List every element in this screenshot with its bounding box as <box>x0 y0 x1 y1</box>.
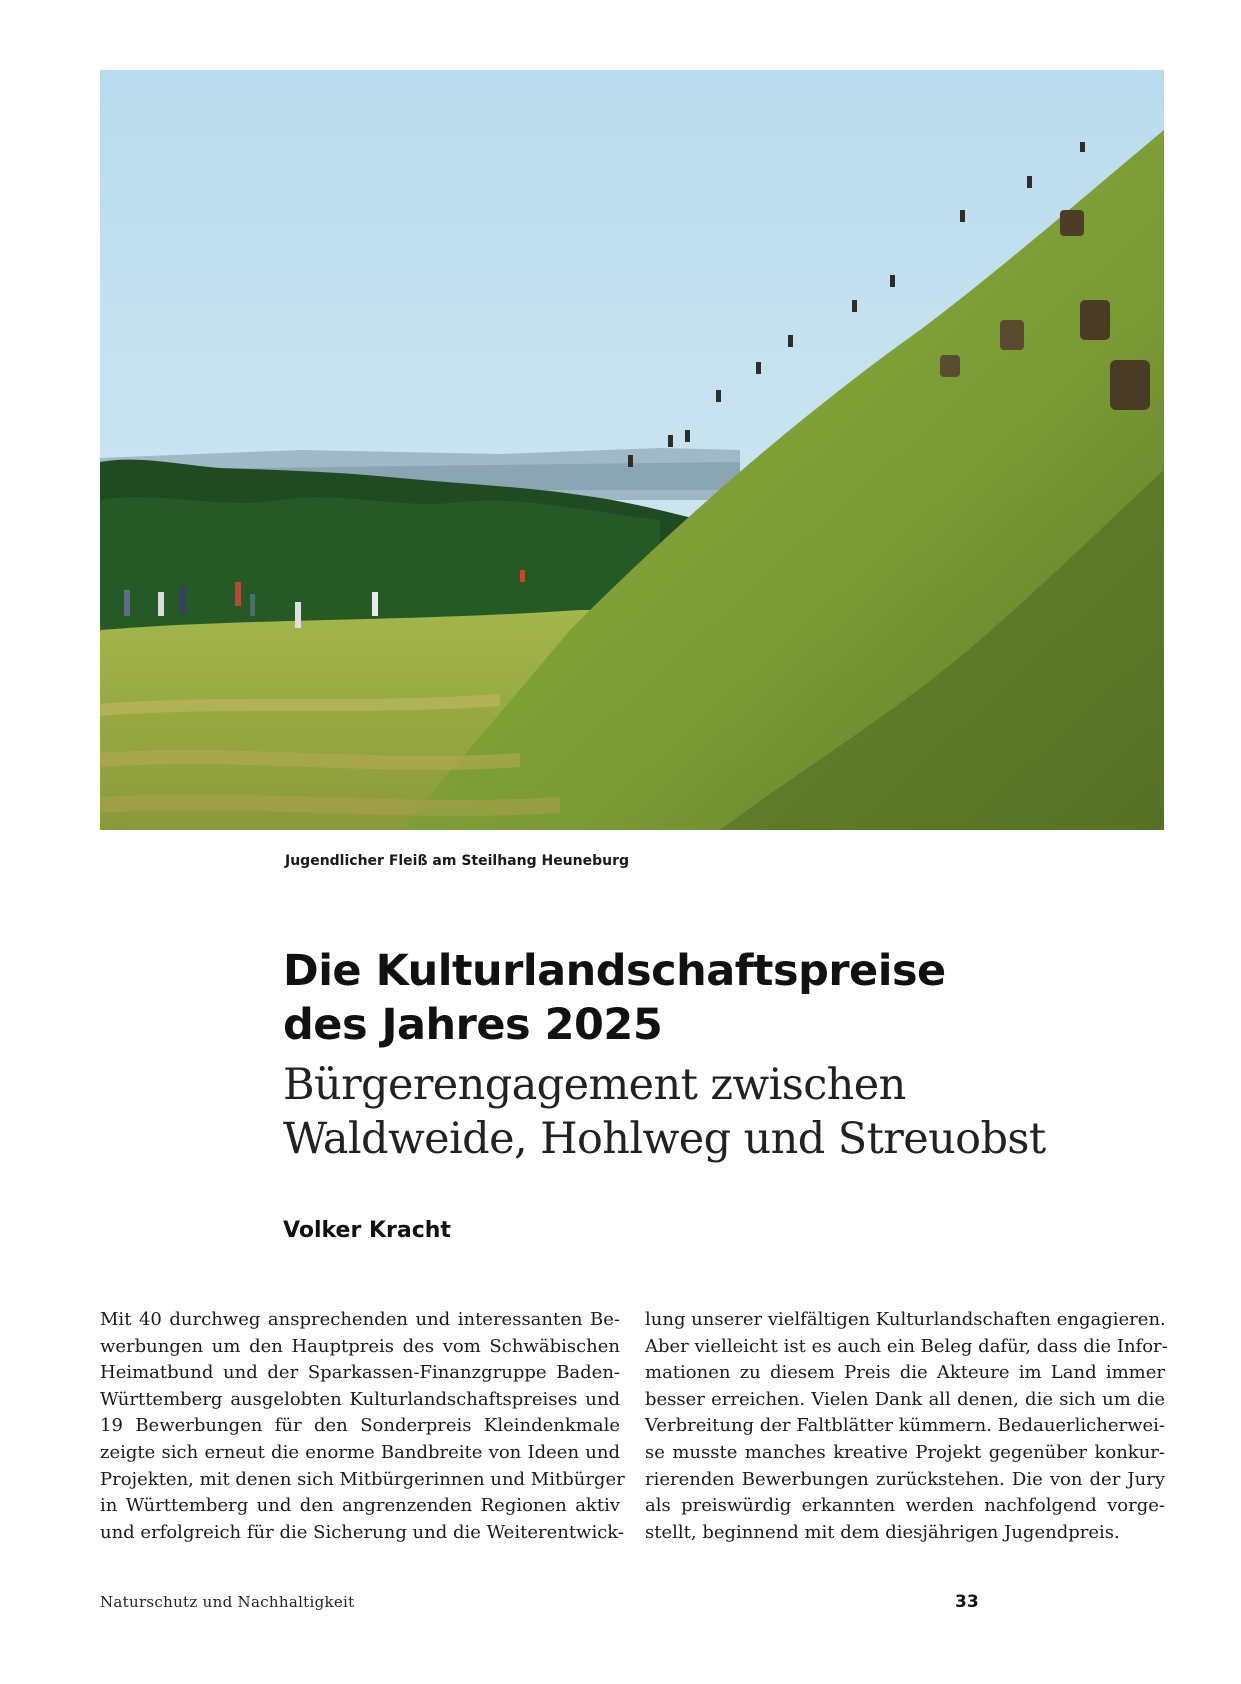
title-line: des Jahres 2025 <box>283 1000 663 1050</box>
body-column-1 <box>100 1307 625 1546</box>
body-line: besser erreichen. Vielen Dank all denen, die sich um die <box>645 1388 1165 1410</box>
body-line: und erfolgreich für die Sicherung und die Weiterentwick- <box>100 1521 624 1543</box>
hero-photo <box>100 70 1164 830</box>
article-title <box>283 944 1183 1052</box>
body-line: lung unserer vielfältigen Kulturlandschaften engagieren. <box>645 1309 1166 1330</box>
author-name: Volker Kracht <box>283 1218 451 1243</box>
body-line: als preiswürdig erkannten werden nachfolgend vorge- <box>645 1495 1165 1517</box>
body-line: zeigte sich erneut die enorme Bandbreite von Ideen und <box>100 1441 620 1463</box>
body-line: in Württemberg und den angrenzenden Regionen aktiv <box>100 1495 620 1517</box>
title-line: Die Kulturlandschaftspreise <box>283 946 946 996</box>
body-line: mationen zu diesem Preis die Akteure im Land immer <box>645 1362 1165 1384</box>
body-line: stellt, beginnend mit dem diesjährigen Jugendpreis. <box>645 1521 1120 1543</box>
article-subtitle <box>283 1058 1203 1166</box>
body-line: se musste manches kreative Projekt gegenüber konkur- <box>645 1441 1165 1463</box>
body-line: Verbreitung der Faltblätter kümmern. Bedauerlicherwei- <box>645 1415 1166 1437</box>
body-line: Heimatbund und der Sparkassen-Finanzgruppe Baden- <box>100 1362 620 1384</box>
footer-section-name: Naturschutz und Nachhaltigkeit <box>100 1593 355 1611</box>
body-column-2 <box>645 1307 1168 1546</box>
body-line: werbungen um den Hauptpreis des vom Schwäbischen <box>100 1335 620 1357</box>
body-line: Aber vielleicht ist es auch ein Beleg dafür, dass die Infor- <box>645 1335 1168 1357</box>
page-number: 33 <box>955 1592 979 1612</box>
subtitle-line: Waldweide, Hohlweg und Streuobst <box>283 1114 1046 1164</box>
body-line: 19 Bewerbungen für den Sonderpreis Kleindenkmale <box>100 1415 620 1437</box>
body-line: Projekten, mit denen sich Mitbürgerinnen und Mitbürger <box>100 1468 625 1490</box>
body-line: rierenden Bewerbungen zurückstehen. Die von der Jury <box>645 1468 1165 1490</box>
photo-caption: Jugendlicher Fleiß am Steilhang Heuneburg <box>285 853 630 869</box>
subtitle-line: Bürgerengagement zwischen <box>283 1060 906 1110</box>
body-line: Mit 40 durchweg ansprechenden und interessanten Be- <box>100 1309 620 1330</box>
body-line: Württemberg ausgelobten Kulturlandschaftspreises und <box>100 1388 620 1410</box>
